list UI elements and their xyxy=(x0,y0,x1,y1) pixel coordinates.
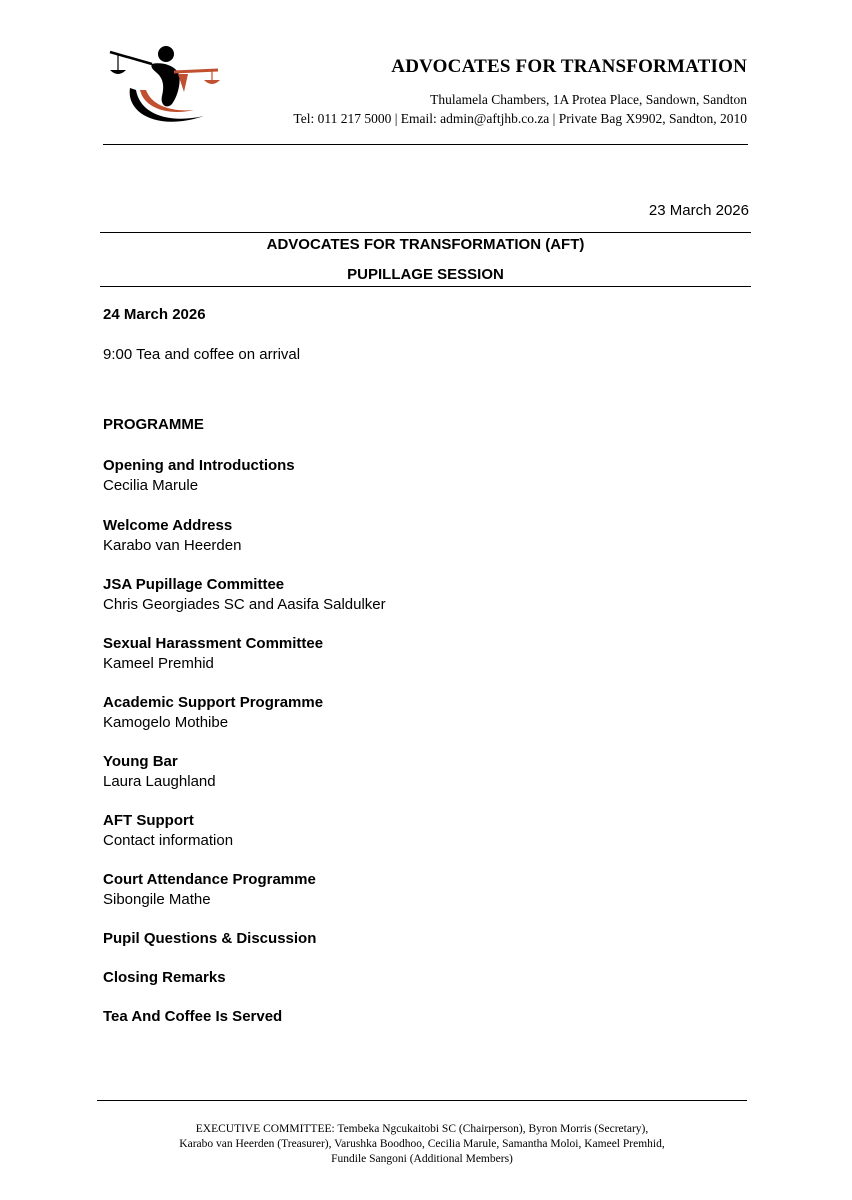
programme-item xyxy=(103,968,226,988)
programme-item xyxy=(103,634,323,674)
programme-item xyxy=(103,929,316,949)
programme-item xyxy=(103,811,233,851)
programme-item-speaker: Kamogelo Mothibe xyxy=(103,714,229,731)
programme-item xyxy=(103,456,295,496)
programme-item xyxy=(103,575,386,615)
programme-item-title: Tea And Coffee Is Served xyxy=(103,1008,283,1025)
programme-item-speaker: Laura Laughland xyxy=(103,773,216,790)
title-rule-bottom xyxy=(100,286,751,287)
programme-item-speaker: Karabo van Heerden xyxy=(103,537,242,554)
scales-of-justice-logo-icon xyxy=(108,40,222,128)
arrival-note: 9:00 Tea and coffee on arrival xyxy=(103,346,301,363)
programme-item xyxy=(103,1007,282,1027)
programme-item-title: Young Bar xyxy=(103,753,178,770)
programme-item-title: Court Attendance Programme xyxy=(103,871,316,888)
programme-item-speaker: Cecilia Marule xyxy=(103,477,199,494)
letterhead-divider xyxy=(103,144,748,145)
programme-item xyxy=(103,752,216,792)
session-date: 24 March 2026 xyxy=(103,306,206,323)
programme-item-speaker: Chris Georgiades SC and Aasifa Saldulker xyxy=(103,596,386,613)
footer-divider xyxy=(97,1100,747,1101)
programme-heading: PROGRAMME xyxy=(103,416,204,433)
programme-item-title: Sexual Harassment Committee xyxy=(103,635,324,652)
document-subtitle: PUPILLAGE SESSION xyxy=(347,266,504,283)
programme-item-title: Closing Remarks xyxy=(103,969,226,986)
letter-date: 23 March 2026 xyxy=(648,202,749,219)
programme-item-title: Pupil Questions & Discussion xyxy=(103,930,317,947)
organization-contact: Tel: 011 217 5000 | Email: admin@aftjhb.co.za | Private Bag X9902, Sandton, 2010 xyxy=(293,111,747,126)
programme-item-title: AFT Support xyxy=(103,812,194,829)
programme-item xyxy=(103,870,316,910)
programme-item xyxy=(103,516,241,556)
programme-item-title: Opening and Introductions xyxy=(103,457,295,474)
document-title: ADVOCATES FOR TRANSFORMATION (AFT) xyxy=(266,236,585,253)
footer-line: Karabo van Heerden (Treasurer), Varushka Boodhoo, Cecilia Marule, Samantha Moloi, Kameel Premhid, xyxy=(179,1138,665,1150)
footer-line: EXECUTIVE COMMITTEE: Tembeka Ngcukaitobi SC (Chairperson), Byron Morris (Secretary), xyxy=(195,1123,649,1135)
organization-address: Thulamela Chambers, 1A Protea Place, Sandown, Sandton xyxy=(430,92,747,107)
programme-item-speaker: Contact information xyxy=(103,832,234,849)
executive-committee-footer xyxy=(97,1122,747,1167)
footer-line: Fundile Sangoni (Additional Members) xyxy=(331,1153,513,1165)
programme-item-speaker: Kameel Premhid xyxy=(103,655,214,672)
organization-name: ADVOCATES FOR TRANSFORMATION xyxy=(391,56,747,77)
title-rule-top xyxy=(100,232,751,233)
programme-item-title: JSA Pupillage Committee xyxy=(103,576,285,593)
programme-item-title: Welcome Address xyxy=(103,517,233,534)
programme-item xyxy=(103,693,323,733)
programme-item-title: Academic Support Programme xyxy=(103,694,324,711)
programme-item-speaker: Sibongile Mathe xyxy=(103,891,211,908)
